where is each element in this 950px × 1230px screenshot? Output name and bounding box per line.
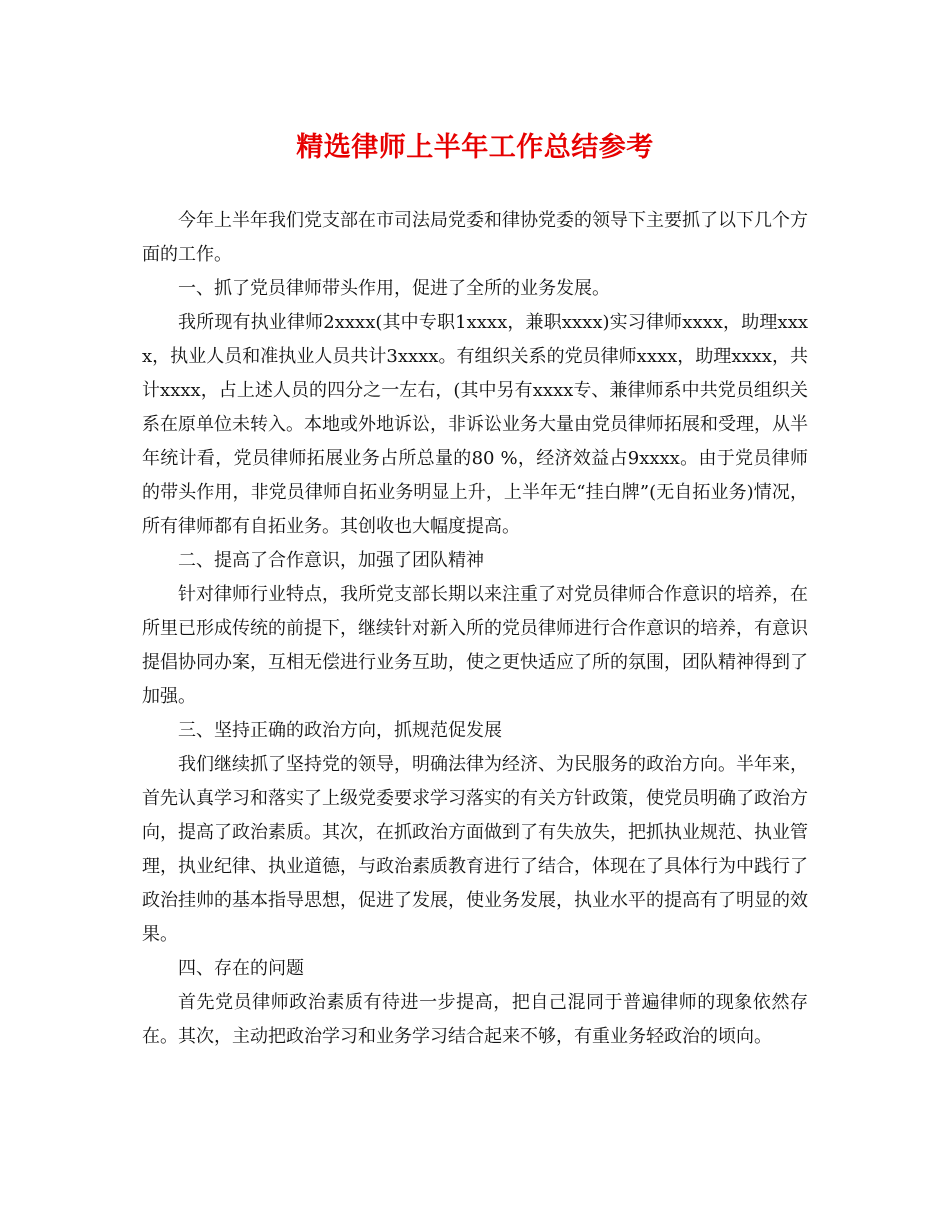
document-title: 精选律师上半年工作总结参考	[296, 132, 654, 163]
document-body	[142, 204, 808, 1054]
intro-paragraph: 今年上半年我们党支部在市司法局党委和律协党委的领导下主要抓了以下几个方面的工作。	[142, 210, 808, 265]
section-body-4: 首先党员律师政治素质有待进一步提高，把自己混同于普遍律师的现象依然存在。其次，主动把政治学习和业务学习结合起来不够，有重业务轻政治的顷向。	[142, 992, 808, 1047]
section-body-2: 针对律师行业特点，我所党支部长期以来注重了对党员律师合作意识的培养，在所里已形成传统的前提下，继续针对新入所的党员律师进行合作意识的培养，有意识提倡协同办案，互相无偿进行业务互助，使之更快适应了所的氛围，团队精神得到了加强。	[142, 584, 808, 707]
section-body-3: 我们继续抓了坚持党的领导，明确法律为经济、为民服务的政治方向。半年来，首先认真学习和落实了上级党委要求学习落实的有关方针政策，使党员明确了政治方向，提高了政治素质。其次，在抓政治方面做到了有失放失，把抓执业规范、执业管理，执业纪律、执业道德，与政治素质教育进行了结合，体现在了具体行为中践行了政治挂帅的基本指导思想，促进了发展，使业务发展，执业水平的提高有了明显的效果。	[142, 754, 808, 945]
section-heading-3: 三、坚持正确的政治方向，抓规范促发展	[178, 720, 502, 741]
section-heading-2: 二、提高了合作意识，加强了团队精神	[178, 550, 484, 571]
section-body-1: 我所现有执业律师2xxxx(其中专职1xxxx，兼职xxxx)实习律师xxxx，助理xxxx，执业人员和准执业人员共计3xxxx。有组织关系的党员律师xxxx，助理xxxx，共计xxxx，占上述人员的四分之一左右，(其中另有xxxx专、兼律师系中共党员组织关系在原单位未转入。本地或外地诉讼，非诉讼业务大量由党员律师拓展和受理，从半年统计看，党员律师拓展业务占所总量的80 %，经济效益占9xxxx。由于党员律师的带头作用，非党员律师自拓业务明显上升，上半年无“挂白牌”(无自拓业务)情况，所有律师都有自拓业务。其创收也大幅度提高。	[142, 312, 808, 537]
section-heading-1: 一、抓了党员律师带头作用，促进了全所的业务发展。	[178, 278, 610, 299]
section-heading-4: 四、存在的问题	[178, 958, 304, 979]
